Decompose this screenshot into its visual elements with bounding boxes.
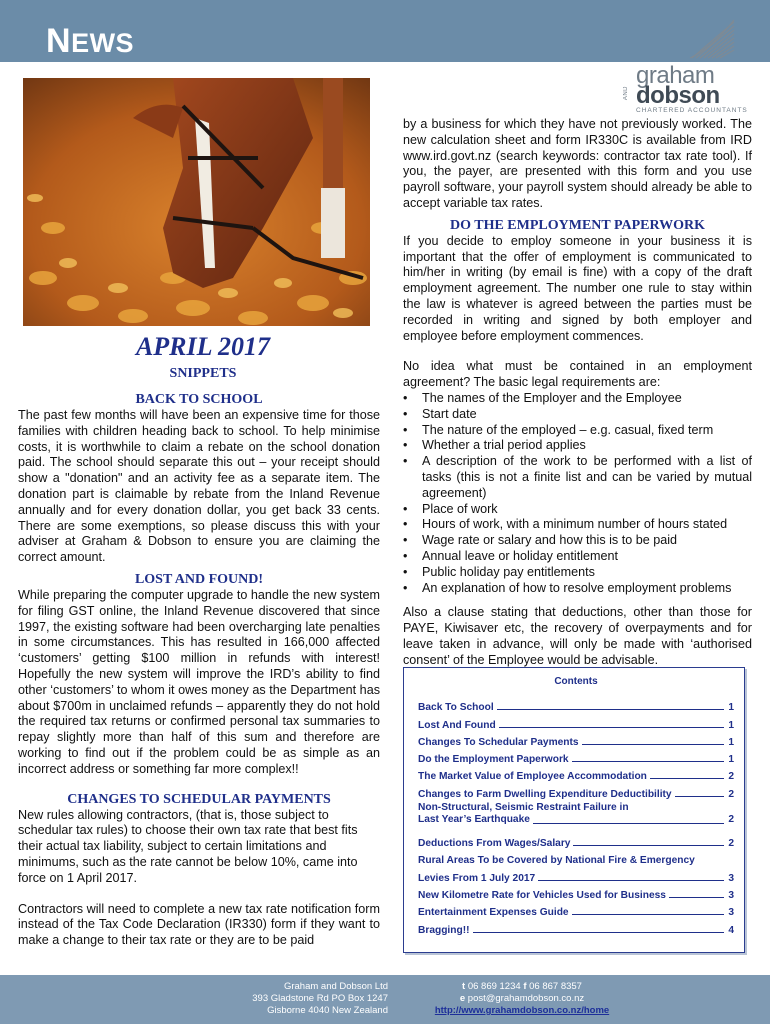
employment-text-3: Also a clause stating that deductions, other than those for PAYE, Kiwisaver etc, the recovery of overpayments and for leave taken in advance, will only be made with ‘authorised consent’ of the Employee would be advisable. — [403, 605, 752, 667]
footer-address: Graham and Dobson Ltd 393 Gladstone Rd PO Box 1247 Gisborne 4040 New Zealand — [252, 981, 388, 1016]
footer-contact — [397, 981, 647, 1017]
horse-photo — [23, 78, 370, 326]
logo-text-graham: graham — [636, 62, 715, 89]
lost-and-found-text: While preparing the computer upgrade to handle the new system for filing GST online, the Inland Revenue discovered that since 1997, the existing software had been overcharging late penalties in some circumstances. This has resulted in 166,000 affected ‘customers’ getting $100 million in refunds with interest! Hopefully the new system will improve the IRD’s ability to find other ‘customers’ to whom it owes money as the Department has about $700m in unclaimed refunds – apparently they do not hold the required tax returns or confirmed personal tax summaries to repay slightly more than half of this sum and therefore are working to find out if the problem could be as simple as an incorrect address or something far more complex!! — [18, 587, 380, 776]
list-item: • Place of work — [403, 502, 752, 518]
issue-date: APRIL 2017 — [135, 332, 271, 361]
employment-text-2: No idea what must be contained in an employment agreement? The basic legal requirements are: — [403, 359, 752, 390]
list-item: • Whether a trial period applies — [403, 438, 752, 454]
logo-subtitle: CHARTERED ACCOUNTANTS — [636, 107, 748, 114]
toc-entry[interactable]: Back To School 1 — [418, 702, 734, 714]
heading-back-to-school: BACK TO SCHOOL — [135, 392, 263, 407]
horse-leaves-illustration — [23, 78, 370, 326]
list-item: • A description of the work to be performed with a list of tasks (this is not a finite list and can be varied by mutual agreement) — [403, 454, 752, 501]
toc-entry[interactable]: New Kilometre Rate for Vehicles Used for Business 3 — [418, 889, 734, 901]
section-label-snippets: SNIPPETS — [169, 366, 237, 381]
toc-entry[interactable]: Do the Employment Paperwork 1 — [418, 754, 734, 766]
list-item: • Public holiday pay entitlements — [403, 565, 752, 581]
toc-entry[interactable]: Changes To Schedular Payments 1 — [418, 736, 734, 748]
right-column — [403, 117, 752, 669]
toc-entry[interactable]: Deductions From Wages/Salary 2 — [418, 838, 734, 850]
toc-entry[interactable]: Lost And Found 1 — [418, 719, 734, 731]
logo-text-and: AND — [623, 86, 629, 101]
heading-schedular-payments: CHANGES TO SCHEDULAR PAYMENTS — [67, 791, 331, 807]
website-link[interactable]: http://www.grahamdobson.co.nz/home — [434, 1005, 610, 1016]
list-item: • Hours of work, with a minimum number of hours stated — [403, 517, 752, 533]
left-column — [18, 391, 380, 949]
toc-entry[interactable]: Entertainment Expenses Guide 3 — [418, 907, 734, 919]
company-logo — [620, 10, 760, 114]
list-item: • The nature of the employed – e.g. casual, fixed term — [403, 423, 752, 439]
feather-logo-icon — [688, 18, 738, 60]
toc-entry[interactable]: The Market Value of Employee Accommodation 2 — [418, 771, 734, 783]
back-to-school-text: The past few months will have been an expensive time for those families with children heading back to school. To help minimise costs, it is worthwhile to claim a rebate on the school donation paid. The school should separate this out – your receipt should show a "donation" and an activity fee as a separate item. The donation part is claimable by rebate from the Inland Revenue annually and for every donation dollar, you get back 33 cents. There are some exemptions, so please discuss this with your adviser at Graham & Dobson to ensure you are claiming the correct amount. — [18, 408, 380, 565]
list-item: • Annual leave or holiday entitlement — [403, 549, 752, 565]
logo-text-dobson: dobson — [636, 82, 720, 109]
contents-title: Contents — [554, 676, 598, 687]
schedular-text-1: New rules allowing contractors, (that is, those subject to schedular tax rules) to choose their own tax rate that best fits their actual tax liability, subject to certain limitations and minimums, such as the rate cannot be below 10%, came into force on 1 April 2017. — [18, 807, 358, 885]
toc-entry[interactable]: Rural Areas To be Covered by National Fire & Emergency — [418, 855, 695, 867]
list-item: • The names of the Employer and the Employee — [403, 391, 752, 407]
footer-phone-line: t 06 869 1234 f 06 867 8357 — [462, 981, 582, 992]
employment-text-1: If you decide to employ someone in your business it is important that the offer of employment is communicated to him/her in writing (by email is fine) with a copy of the draft employment agreement. The number one rule to stay within the law is whatever is agreed between the parties must be recorded in writing and signed by both employer and employee before employment commences. — [403, 233, 752, 343]
contents-box — [403, 667, 745, 953]
toc-entry[interactable]: Levies From 1 July 2017 3 — [418, 872, 734, 884]
list-item: • Wage rate or salary and how this is to be paid — [403, 533, 752, 549]
schedular-text-3: by a business for which they have not previously worked. The new calculation sheet and form IR330C is available from IRD www.ird.govt.nz (search keywords: contractor tax rate tool). If you, the payer, are presented with this form and you use payroll software, your payroll system should already be able to accept variable tax rates. — [403, 117, 752, 210]
footer — [0, 975, 770, 1024]
toc-entry[interactable]: Non-Structural, Seismic Restraint Failure in Last Year’s Earthquake 2 — [418, 801, 734, 826]
heading-employment-paperwork: DO THE EMPLOYMENT PAPERWORK — [449, 217, 706, 233]
schedular-text-2: Contractors will need to complete a new tax rate notification form instead of the Tax Code Declaration (IR330) form if they want to make a change to their tax rate or they are to be paid — [18, 901, 380, 948]
requirements-list — [403, 391, 752, 596]
list-item: • Start date — [403, 407, 752, 423]
toc-entry[interactable]: Changes to Farm Dwelling Expenditure Deductibility 2 — [418, 788, 734, 800]
toc-entry[interactable]: Bragging!! 4 — [418, 924, 734, 936]
newsletter-title: NEWS — [46, 22, 135, 60]
heading-lost-and-found: LOST AND FOUND! — [134, 571, 264, 587]
footer-email-line[interactable]: e post@grahamdobson.co.nz — [459, 993, 585, 1004]
list-item: • An explanation of how to resolve employment problems — [403, 581, 752, 597]
